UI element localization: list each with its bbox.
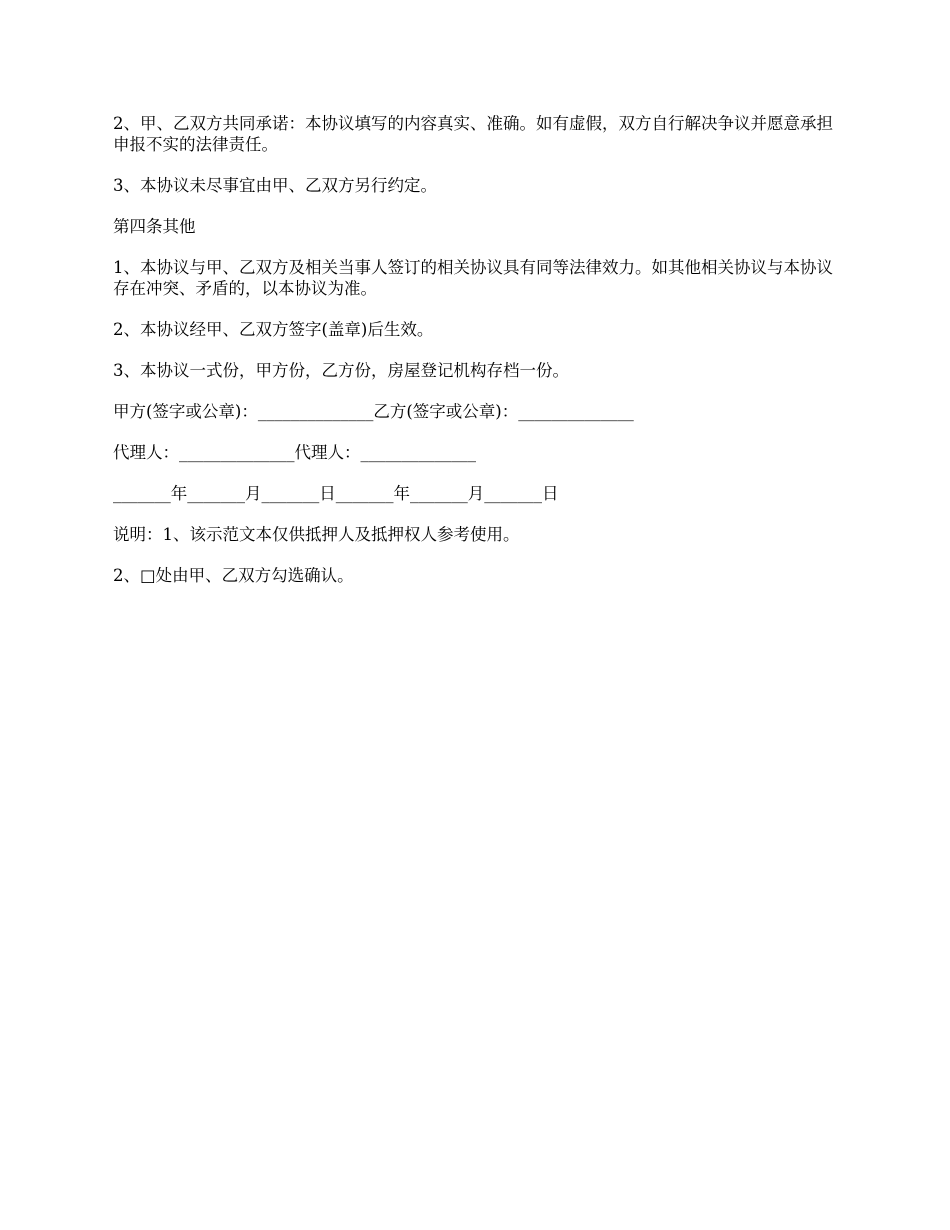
note-checkbox: 2、□处由甲、乙双方勾选确认。 <box>113 566 354 585</box>
signature-line-agents: 代理人：______________代理人：______________ <box>113 443 476 462</box>
date-line: _______年_______月_______日_______年_______月_______日 <box>113 484 559 503</box>
paragraph-unresolved-matters: 3、本协议未尽事宜由甲、乙双方另行约定。 <box>113 176 437 195</box>
note-usage: 说明：1、该示范文本仅供抵押人及抵押权人参考使用。 <box>113 525 520 544</box>
signature-line-parties: 甲方(签字或公章)：______________乙方(签字或公章)：______________ <box>113 402 634 421</box>
section-heading-article-four: 第四条其他 <box>113 217 196 236</box>
document-page <box>113 113 833 586</box>
paragraph-copies: 3、本协议一式份，甲方份，乙方份，房屋登记机构存档一份。 <box>113 361 569 380</box>
paragraph-legal-effect: 1、本协议与甲、乙双方及相关当事人签订的相关协议具有同等法律效力。如其他相关协议与本协议存在冲突、矛盾的，以本协议为准。 <box>113 258 833 298</box>
paragraph-commitment: 2、甲、乙双方共同承诺：本协议填写的内容真实、准确。如有虚假，双方自行解决争议并愿意承担申报不实的法律责任。 <box>113 114 833 154</box>
paragraph-effective-upon-signing: 2、本协议经甲、乙双方签字(盖章)后生效。 <box>113 320 434 339</box>
